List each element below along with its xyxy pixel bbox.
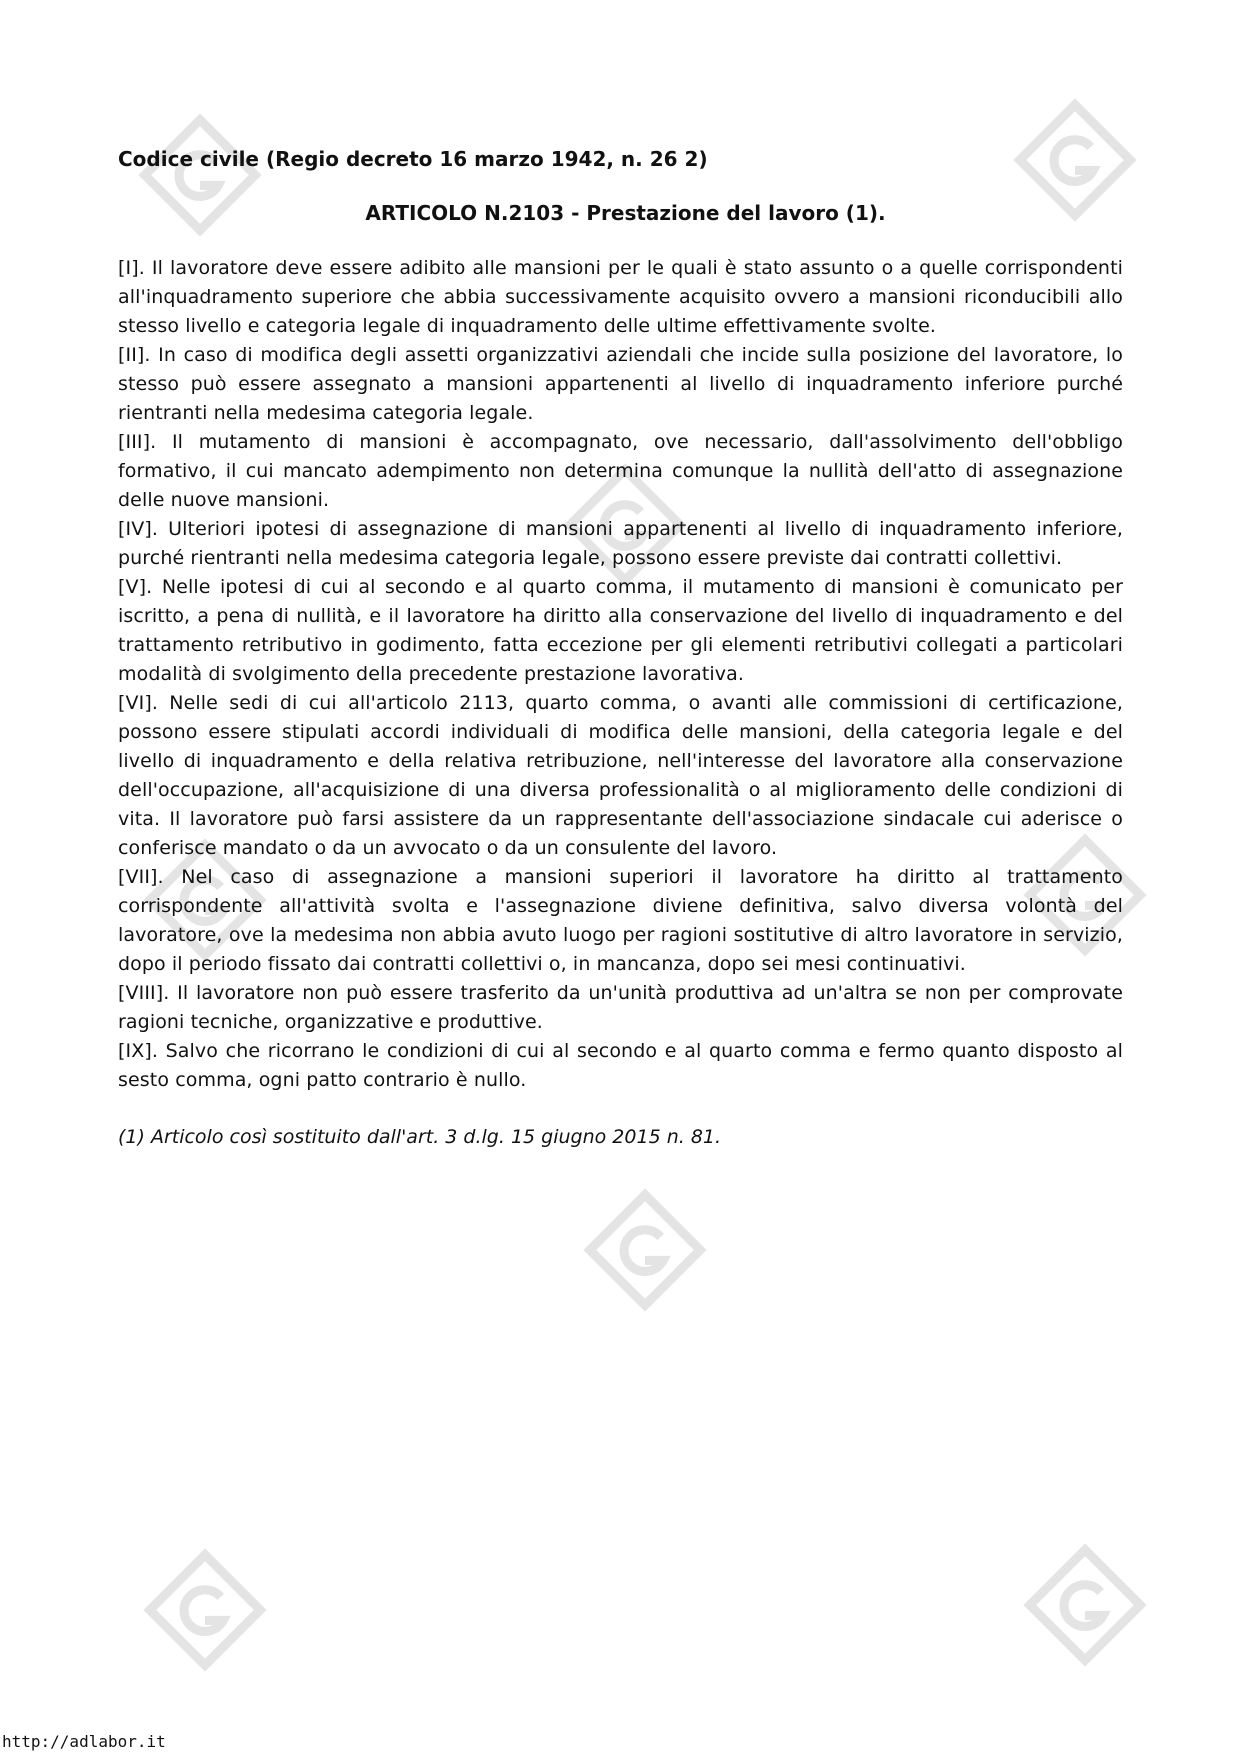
paragraph-9: [IX]. Salvo che ricorrano le condizioni di cui al secondo e al quarto comma e fermo quanto disposto al sesto comma, ogni patto contrario è nullo.	[118, 1040, 1123, 1091]
paragraph-5: [V]. Nelle ipotesi di cui al secondo e al quarto comma, il mutamento di mansioni è comunicato per iscritto, a pena di nullità, e il lavoratore ha diritto alla conservazione del livello di inquadramento e del trattamento retributivo in godimento, fatta eccezione per gli elementi retributivi collegati a particolari modalità di svolgimento della precedente prestazione lavorativa.	[118, 576, 1123, 685]
article-heading: ARTICOLO N.2103 - Prestazione del lavoro (1).	[365, 201, 886, 225]
logo-watermark-icon	[580, 1185, 710, 1315]
paragraph-6: [VI]. Nelle sedi di cui all'articolo 2113, quarto comma, o avanti alle commissioni di certificazione, possono essere stipulati accordi individuali di modifica delle mansioni, della categoria legale e del livello di inquadramento e della relativa retribuzione, nell'interesse del lavoratore alla conservazione dell'occupazione, all'acquisizione di una diversa professionalità o al miglioramento delle condizioni di vita. Il lavoratore può farsi assistere da un rappresentante dell'associazione sindacale cui aderisce o conferisce mandato o da un avvocato o da un consulente del lavoro.	[118, 692, 1123, 859]
document-body	[118, 146, 1123, 1152]
paragraph-4: [IV]. Ulteriori ipotesi di assegnazione di mansioni appartenenti al livello di inquadramento inferiore, purché rientranti nella medesima categoria legale, possono essere previste dai contratti collettivi.	[118, 518, 1123, 569]
document-title: Codice civile (Regio decreto 16 marzo 1942, n. 26 2)	[118, 147, 708, 171]
footer-url-link[interactable]: http://adlabor.it	[2, 1732, 166, 1751]
logo-watermark-icon	[1020, 1540, 1150, 1670]
paragraph-2: [II]. In caso di modifica degli assetti organizzativi aziendali che incide sulla posizione del lavoratore, lo stesso può essere assegnato a mansioni appartenenti al livello di inquadramento inferiore purché rientranti nella medesima categoria legale.	[118, 344, 1123, 424]
logo-watermark-icon	[140, 1545, 270, 1675]
footnote: (1) Articolo così sostituito dall'art. 3 d.lg. 15 giugno 2015 n. 81.	[118, 1126, 722, 1148]
paragraph-8: [VIII]. Il lavoratore non può essere trasferito da un'unità produttiva ad un'altra se non per comprovate ragioni tecniche, organizzative e produttive.	[118, 982, 1123, 1033]
paragraph-3: [III]. Il mutamento di mansioni è accompagnato, ove necessario, dall'assolvimento dell'obbligo formativo, il cui mancato adempimento non determina comunque la nullità dell'atto di assegnazione delle nuove mansioni.	[118, 431, 1123, 511]
paragraph-1: [I]. Il lavoratore deve essere adibito alle mansioni per le quali è stato assunto o a quelle corrispondenti all'inquadramento superiore che abbia successivamente acquisito ovvero a mansioni riconducibili allo stesso livello e categoria legale di inquadramento delle ultime effettivamente svolte.	[118, 257, 1123, 337]
paragraph-7: [VII]. Nel caso di assegnazione a mansioni superiori il lavoratore ha diritto al trattamento corrispondente all'attività svolta e l'assegnazione diviene definitiva, salvo diversa volontà del lavoratore, ove la medesima non abbia avuto luogo per ragioni sostitutive di altro lavoratore in servizio, dopo il periodo fissato dai contratti collettivi o, in mancanza, dopo sei mesi continuativi.	[118, 866, 1123, 975]
